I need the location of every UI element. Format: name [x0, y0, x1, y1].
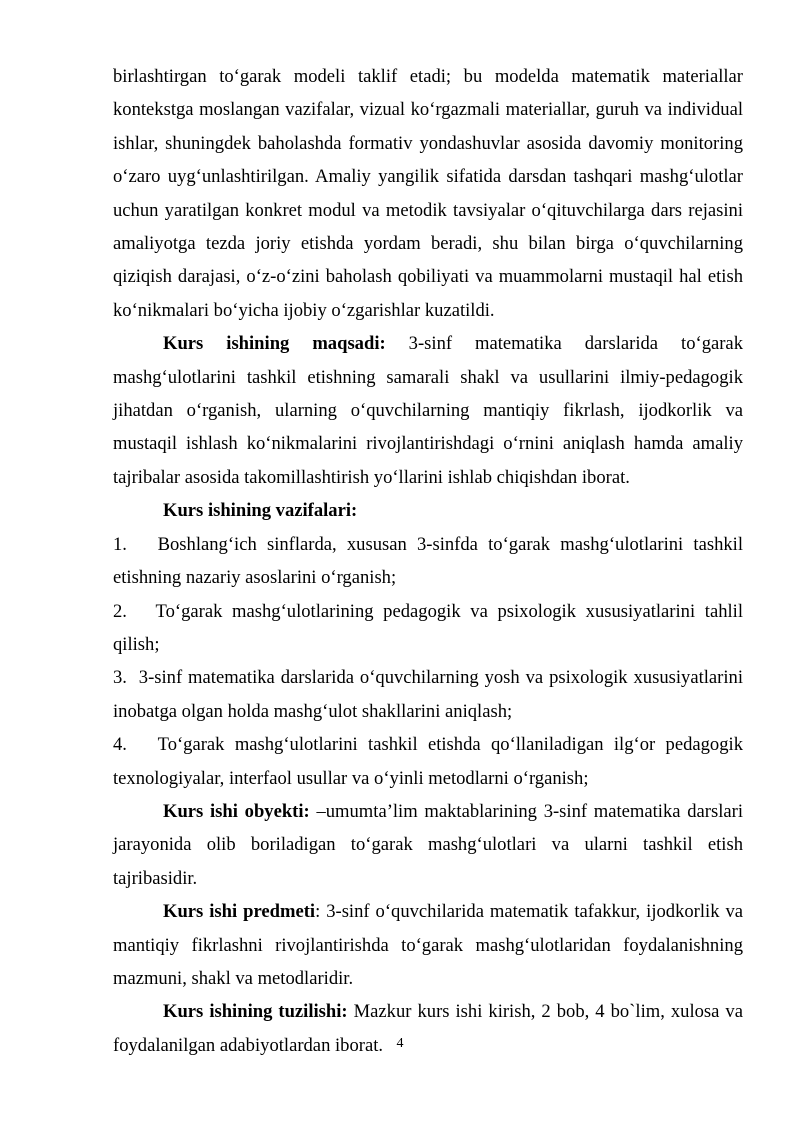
object-label: Kurs ishi obyekti: — [163, 800, 310, 822]
goal-paragraph — [113, 327, 743, 494]
task-item-3: 3. 3-sinf matematika darslarida o‘quvchilarning yosh va psixologik xususiyatlarini inobatga olgan holda mashg‘ulot shakllarini aniqlash; — [113, 667, 748, 722]
structure-text: Mazkur kurs ishi kirish, 2 bob, 4 bo`lim, xulosa va foydalanilgan adabiyotlardan iborat. — [113, 1001, 743, 1056]
structure-paragraph — [113, 995, 743, 1062]
structure-label: Kurs ishining tuzilishi: — [163, 1001, 348, 1023]
subject-text: : 3-sinf o‘quvchilarida matematik tafakkur, ijodkorlik va mantiqiy fikrlashni rivojlantirishda to‘garak mashg‘ulotlaridan foydalanishning mazmuni, shakl va metodlaridir. — [113, 901, 744, 989]
task-item-2: 2. To‘garak mashg‘ulotlarining pedagogik va psixologik xususiyatlarini tahlil qilish; — [113, 600, 748, 655]
goal-label: Kurs ishining maqsadi: — [163, 333, 386, 355]
object-paragraph — [113, 795, 743, 895]
task-item-4: 4. To‘garak mashg‘ulotlarini tashkil etishda qo‘llaniladigan ilg‘or pedagogik texnologiyalar, interfaol usullar va o‘yinli metodlarni o‘rganish; — [113, 734, 748, 789]
object-text: –umumta’lim maktablarining 3-sinf matematika darslari jarayonida olib boriladigan to‘garak mashg‘ulotlari va ularni tashkil etish tajribasidir. — [113, 800, 744, 889]
page-number: 4 — [396, 1036, 404, 1051]
subject-paragraph — [113, 895, 743, 995]
task-item-1: 1. Boshlang‘ich sinflarda, xususan 3-sinfda to‘garak mashg‘ulotlarini tashkil etishning nazariy asoslarini o‘rganish; — [113, 533, 748, 589]
tasks-heading: Kurs ishining vazifalari: — [163, 500, 358, 522]
intro-paragraph: birlashtirgan to‘garak modeli taklif etadi; bu modelda matematik materiallar kontekstga moslangan vazifalar, vizual ko‘rgazmali materiallar, guruh va individual ishlar, shuningdek baholashda formativ yondashuvlar asosida davomiy monitoring o‘zaro uyg‘unlashtirilgan. Amaliy yangilik sifatida darsdan tashqari mashg‘ulotlar uchun yaratilgan konkret modul va metodik tavsiyalar o‘qituvchilarga dars rejasini amaliyotga tezda joriy etishda yordam beradi, shu bilan birga o‘quvchilarning qiziqish darajasi, o‘z-o‘zini baholash qobiliyati va muammolarni mustaqil hal etish ko‘nikmalari bo‘yicha ijobiy o‘zgarishlar kuzatildi. — [113, 66, 743, 321]
document-page — [113, 60, 748, 1062]
subject-label: Kurs ishi predmeti — [163, 901, 316, 923]
goal-text: 3-sinf matematika darslarida to‘garak mashg‘ulotlarini tashkil etishning samarali shakl va usullarini ilmiy-pedagogik jihatdan o‘rganish, ularning o‘quvchilarning mantiqiy fikrlash, ijodkorlik va mustaqil ishlash ko‘nikmalarini rivojlantirishdagi o‘rnini aniqlash hamda amaliy tajribalar asosida takomillashtirish yo‘llarini ishlab chiqishdan iborat. — [113, 333, 743, 488]
